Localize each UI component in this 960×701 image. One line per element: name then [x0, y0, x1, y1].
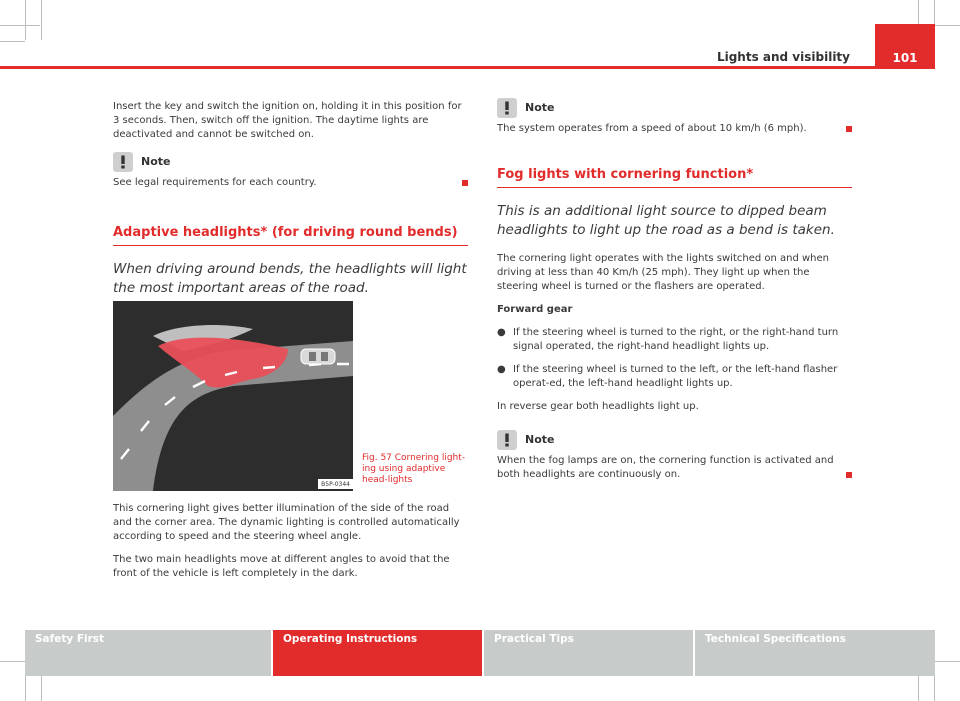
running-header-title: Lights and visibility: [716, 50, 850, 64]
section-subheading: This is an additional light source to dipped beam headlights to light up the road as a bend is taken.: [497, 203, 835, 238]
cornering-light-figure: [113, 301, 353, 491]
crop-mark: [41, 0, 42, 40]
footer-tab-technical-specifications[interactable]: [695, 630, 935, 676]
footer-tab-practical-tips[interactable]: [484, 630, 693, 676]
section-heading: Fog lights with cornering function*: [497, 168, 852, 188]
note-label: Note: [525, 101, 555, 114]
body-paragraph: This cornering light gives better illumination of the side of the road and the corner area. The dynamic lighting is controlled automatically according to speed and the steering wheel angle.: [113, 503, 460, 542]
crop-mark: [25, 0, 26, 40]
footer-tab-label: Technical Specifications: [705, 633, 846, 645]
crop-mark: [0, 25, 40, 26]
footer-tab-operating-instructions[interactable]: [273, 630, 482, 676]
note-heading: [113, 152, 468, 172]
note-label: Note: [525, 433, 555, 446]
crop-mark: [0, 661, 25, 662]
footer-tab-label: Operating Instructions: [283, 633, 418, 645]
list-item: [497, 363, 852, 391]
footer-tab-label: Safety First: [35, 633, 105, 645]
footer-tab-safety-first[interactable]: [25, 630, 271, 676]
road-illustration: [113, 301, 353, 491]
figure-caption: Fig. 57 Cornering light-ing using adaptive head-lights: [362, 453, 466, 485]
bullet-dot: ●: [497, 327, 506, 338]
header-rule: [0, 66, 935, 69]
section-heading: Adaptive headlights* (for driving round bends): [113, 226, 468, 246]
note-label: Note: [141, 155, 171, 168]
body-paragraph: The two main headlights move at different angles to avoid that the front of the vehicle is left completely in the dark.: [113, 554, 450, 579]
note-heading: [497, 430, 852, 450]
note-text-content: When the fog lamps are on, the cornering function is activated and both headlights are continuously on.: [497, 455, 834, 480]
crop-mark: [935, 25, 960, 26]
page-number-tab: [875, 24, 935, 68]
section-subheading: When driving around bends, the headlights will light the most important areas of the road.: [113, 261, 467, 296]
footer-tab-label: Practical Tips: [494, 633, 574, 645]
list-item: [497, 326, 852, 354]
intro-paragraph: Insert the key and switch the ignition on, holding it in this position for 3 seconds. Then, switch off the ignition. The daytime lights are deactivated and cannot be switched on.: [113, 101, 462, 140]
list-item-text: If the steering wheel is turned to the right, or the right-hand turn signal operated, the right-hand headlight lights up.: [513, 327, 839, 352]
info-icon: [497, 430, 517, 450]
body-paragraph: The cornering light operates with the lights switched on and when driving at less than 40 Km/h (25 mph). They light up when the steering wheel is turned or the flashers are operated.: [497, 253, 830, 292]
crop-mark: [935, 661, 960, 662]
body-paragraph: In reverse gear both headlights light up.: [497, 401, 699, 412]
forward-gear-label: Forward gear: [497, 304, 573, 315]
info-icon: [497, 98, 517, 118]
page-number: 101: [892, 51, 918, 65]
right-column: [497, 98, 852, 482]
left-column-lower: [113, 502, 468, 590]
note-heading: [497, 98, 852, 118]
section-end-mark: [846, 126, 852, 132]
crop-mark: [0, 41, 25, 42]
note-text: [113, 176, 468, 190]
note-text-content: The system operates from a speed of about 10 km/h (6 mph).: [497, 123, 807, 134]
crop-mark: [918, 676, 919, 701]
note-text: [497, 122, 852, 136]
info-icon: [113, 152, 133, 172]
note-text: [497, 454, 852, 482]
left-column: [113, 100, 468, 310]
section-end-mark: [462, 180, 468, 186]
list-item-text: If the steering wheel is turned to the left, or the left-hand flasher operat-ed, the left-hand headlight lights up.: [513, 364, 838, 389]
note-text-content: See legal requirements for each country.: [113, 177, 317, 188]
crop-mark: [41, 676, 42, 701]
bullet-dot: ●: [497, 364, 506, 375]
section-end-mark: [846, 472, 852, 478]
figure-code: B5P-0344: [321, 481, 350, 488]
